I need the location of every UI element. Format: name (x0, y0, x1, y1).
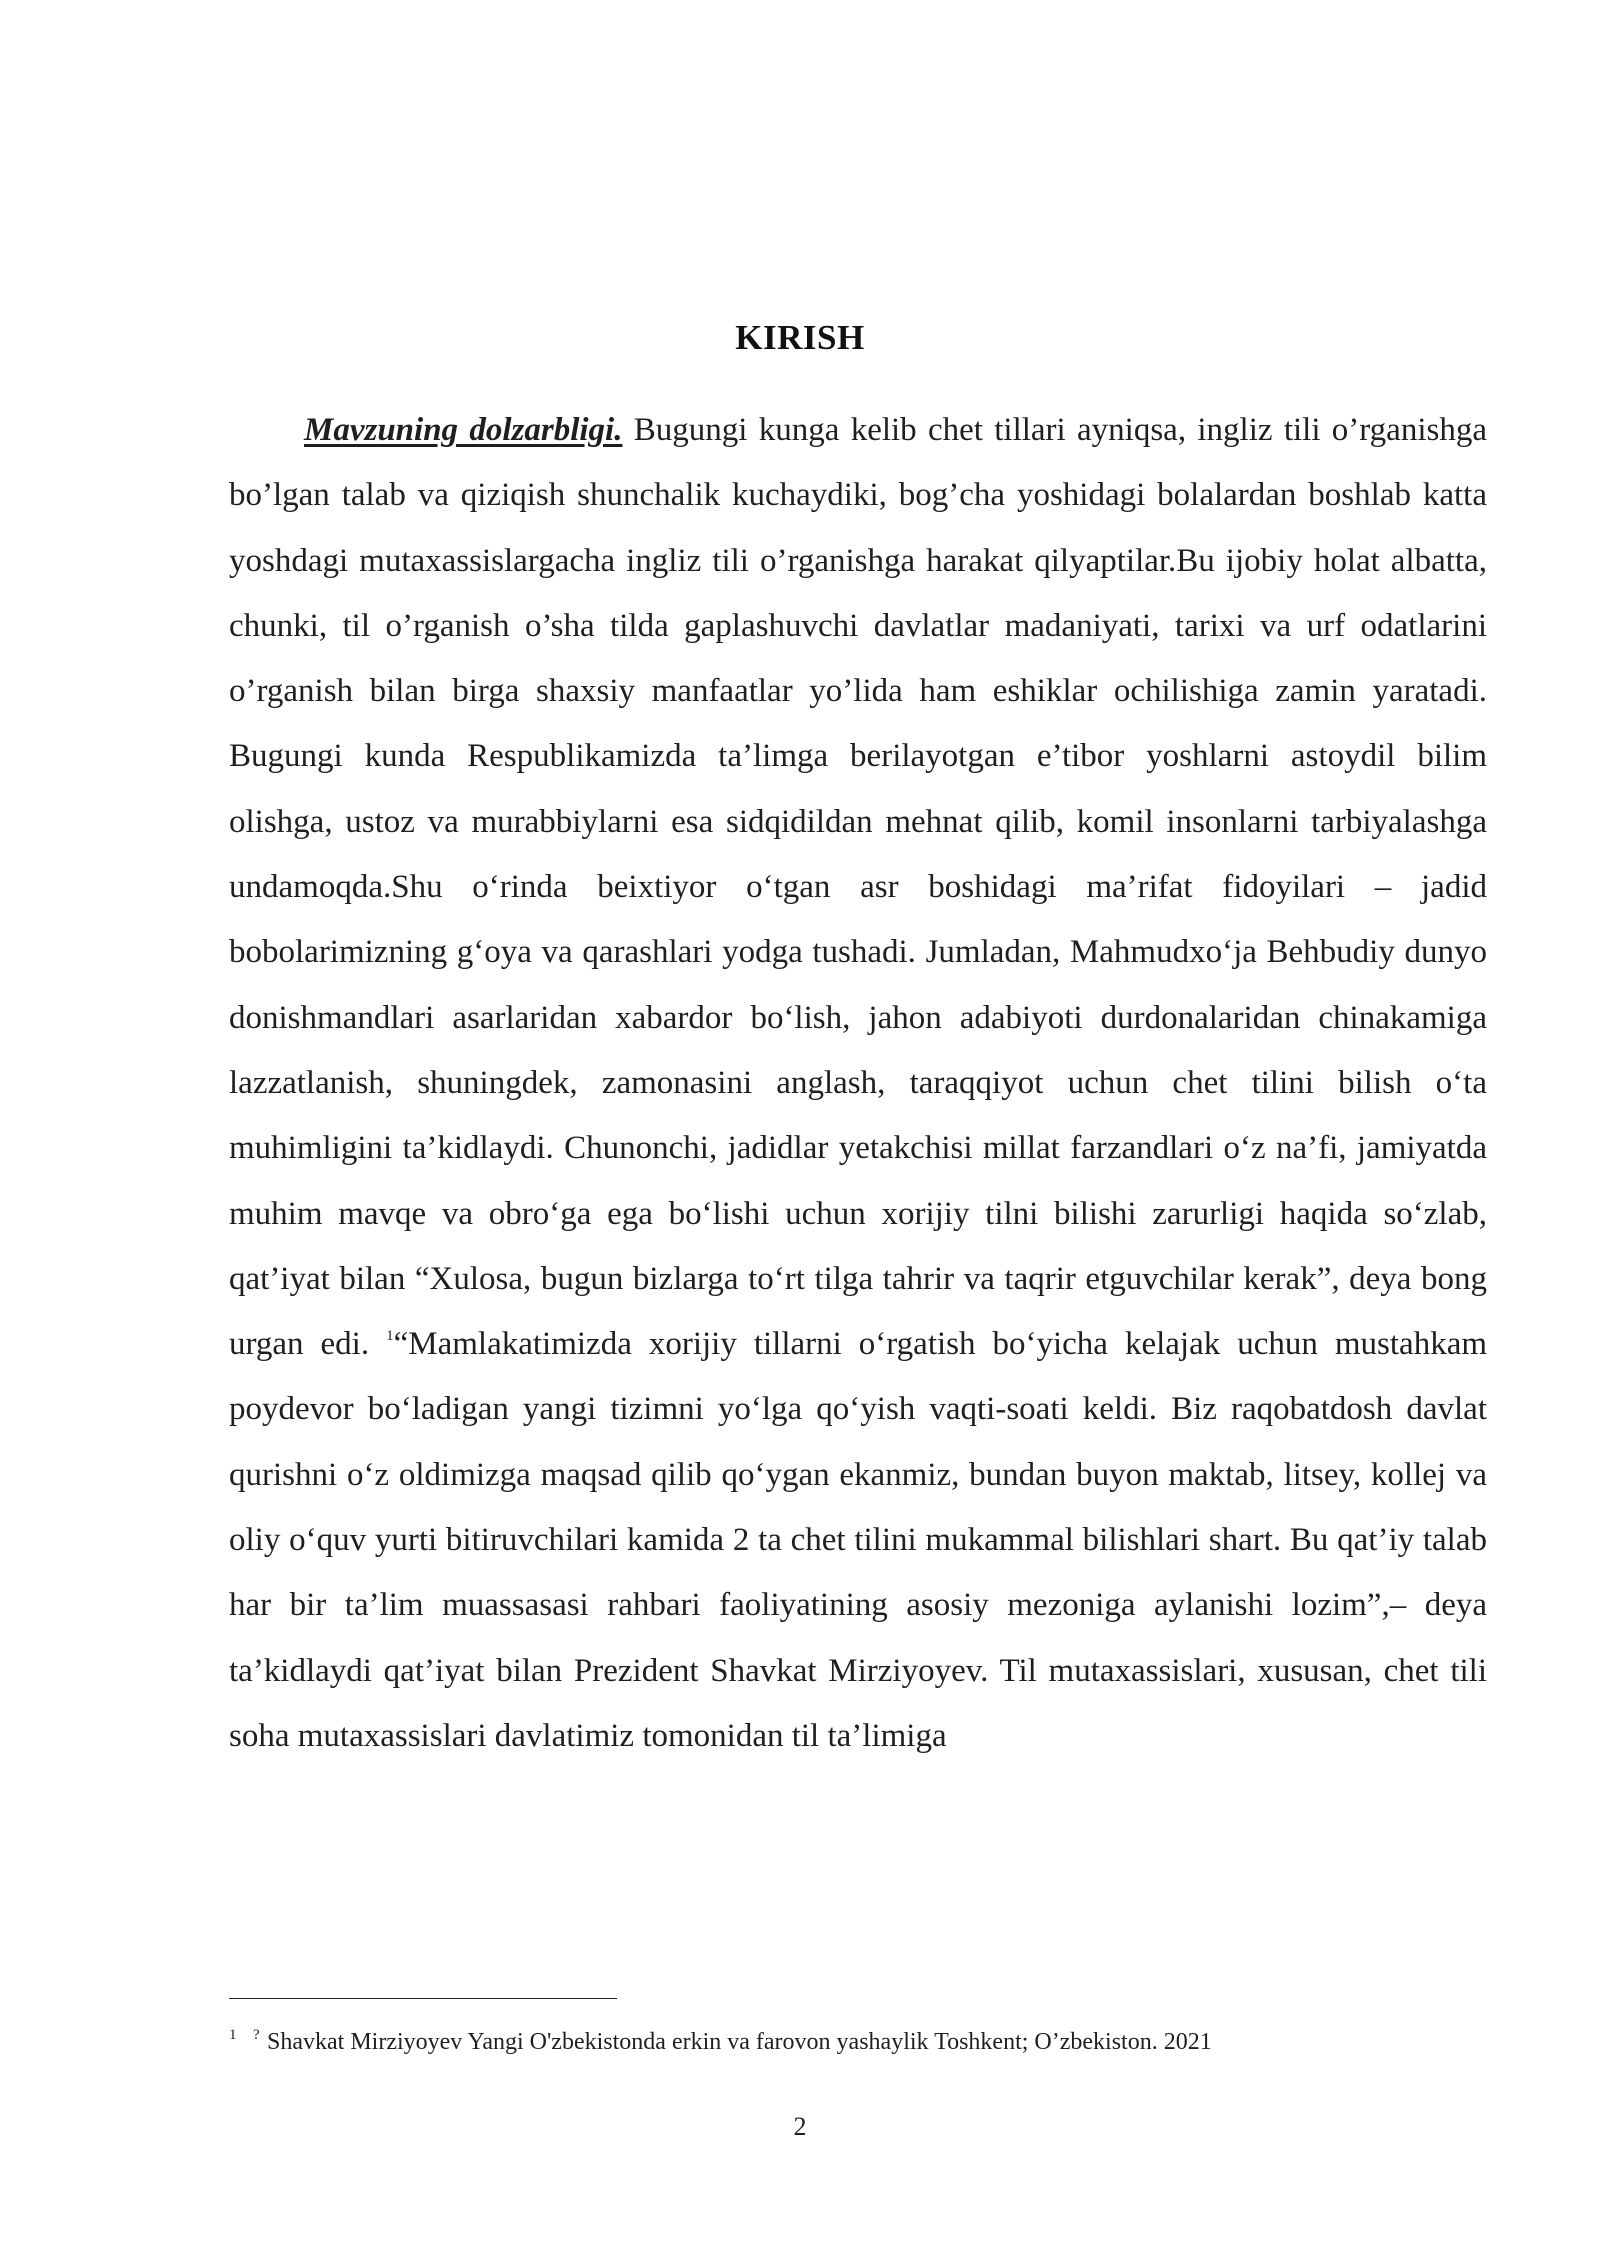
footnote-number: 1 (229, 2027, 237, 2043)
page-number: 2 (793, 2112, 807, 2141)
paragraph-text-part2: “Mamlakatimizda xorijiy tillarni o‘rgatish bo‘yicha kelajak uchun mustahkam poydevor bo‘ladigan yangi tizimni yo‘lga qo‘yish vaqti-soati keldi. Biz raqobatdosh davlat qurishni o‘z oldimizga maqsad qilib qo‘ygan ekanmiz, bundan buyon maktab, litsey, kollej va oliy o‘quv yurti bitiruvchilari kamida 2 ta chet tilini mukammal bilishlari shart. Bu qat’iy talab har bir ta’lim muassasasi rahbari faoliyatining asosiy mezoniga aylanishi lozim”,– deya ta’kidlaydi qat’iyat bilan Prezident Shavkat Mirziyoyev. Til mutaxassislari, xususan, chet tili soha mutaxassislari davlatimiz tomonidan til ta’limiga (229, 1326, 1488, 1754)
body-paragraph (229, 398, 1487, 1769)
footnote-mark: ? (253, 2027, 260, 2043)
page-title: KIRISH (735, 318, 865, 357)
footnote-text: Shavkat Mirziyoyev Yangi O'zbekistonda erkin va farovon yashaylik Toshkent; O’zbekiston. 2021 (267, 2029, 1212, 2055)
paragraph-text-part1: Bugungi kunga kelib chet tillari ayniqsa, ingliz tili o’rganishga bo’lgan talab va qiziqish shunchalik kuchaydiki, bog’cha yoshidagi bolalardan boshlab katta yoshdagi mutaxassislargacha ingliz tili o’rganishga harakat qilyaptilar.Bu ijobiy holat albatta, chunki, til o’rganish o’sha tilda gaplashuvchi davlatlar madaniyati, tarixi va urf odatlarini o’rganish bilan birga shaxsiy manfaatlar yo’lida ham eshiklar ochilishiga zamin yaratadi. Bugungi kunda Respublikamizda ta’limga berilayotgan e’tibor yoshlarni astoydil bilim olishga, ustoz va murabbiylarni esa sidqidildan mehnat qilib, komil insonlarni tarbiyalashga undamoqda.Shu o‘rinda beixtiyor o‘tgan asr boshidagi ma’rifat fidoyilari – jadid bobolarimizning g‘oya va qarashlari yodga tushadi. Jumladan, Mahmudxo‘ja Behbudiy dunyo donishmandlari asarlaridan xabardor bo‘lish, jahon adabiyoti durdonalaridan chinakamiga lazzatlanish, shuningdek, zamonasini anglash, taraqqiyot uchun chet tilini bilish o‘ta muhimligini ta’kidlaydi. Chunonchi, jadidlar yetakchisi millat farzandlari o‘z na’fi, jamiyatda muhim mavqe va obro‘ga ega bo‘lishi uchun xorijiy tilni bilishi zarurligi haqida so‘zlab, qat’iyat bilan “Xulosa, bugun bizlarga to‘rt tilga tahrir va taqrir etguvchilar kerak”, deya bong urgan edi. (229, 412, 1487, 1363)
footnote-reference[interactable]: 1 (386, 1328, 394, 1345)
footnote (229, 2018, 1487, 2059)
section-lead-title: Mavzuning dolzarbligi. (304, 412, 623, 448)
footnote-separator (229, 1998, 617, 1999)
